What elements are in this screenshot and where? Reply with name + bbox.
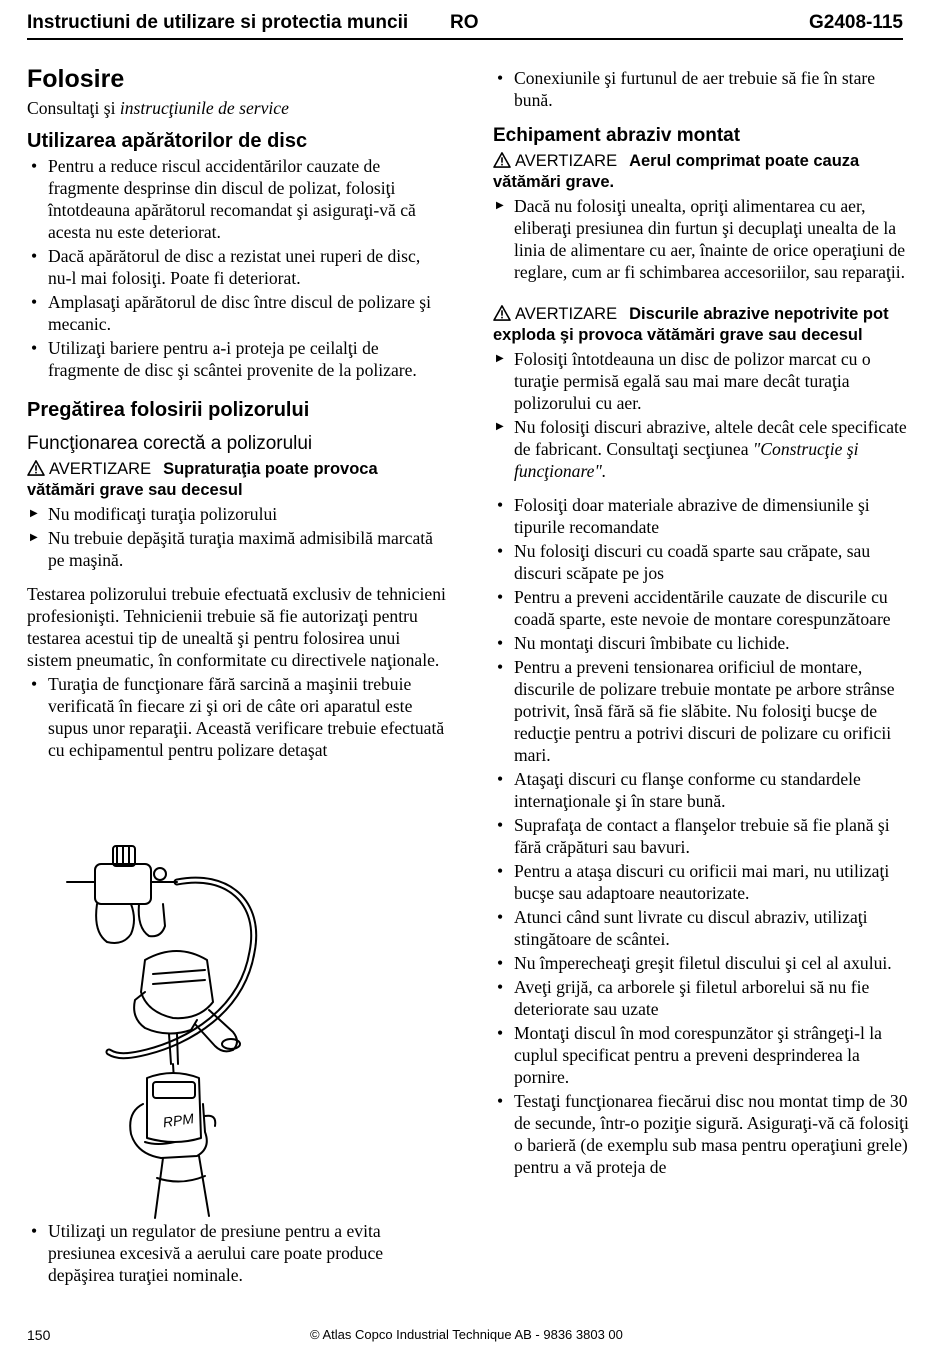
list-item: • Pentru a preveni tensionarea orificiul de montare, discurile de polizare trebuie montate pe arbore strânse potrivit, însă fără să fie slăbite. Nu folosiţi bucşe de reducţie pentru a potrivi discuri de polizare cu orificii mari.	[493, 656, 911, 766]
disc-guard-list	[27, 155, 447, 381]
speed-check-list	[27, 673, 447, 761]
header-language: RO	[450, 12, 479, 33]
list-item: ▶ Dacă nu folosiţi unealta, opriţi alimentarea cu aer, eliberaţi presiunea din furtun şi decuplaţi unealta de la linia de alimentare cu aer, înainte de orice operaţiuni de reglare, cum ar fi schimbarea accesoriilor, sau reparaţii.	[493, 195, 911, 283]
warning-text: Aerul comprimat poate cauza vătămări grave.	[493, 152, 860, 191]
list-item: • Utilizaţi un regulator de presiune pentru a evita presiunea excesivă a aerului care poate produce depăşirea turaţiei nominale.	[27, 1220, 447, 1286]
warning-abrasive-discs	[493, 304, 911, 346]
abrasive-disc-list	[493, 494, 911, 1178]
list-item: • Aveţi grijă, ca arborele şi filetul arborelui să nu fie deteriorate sau uzate	[493, 976, 911, 1020]
header-title: Instructiuni de utilizare si protectia muncii	[27, 12, 409, 33]
grinder-speed-test-illustration	[27, 842, 267, 1222]
list-item: • Pentru a preveni accidentările cauzate de discurile cu coadă sparte, este nevoie de montare corespunzătoare	[493, 586, 911, 630]
air-connection-list	[493, 67, 911, 111]
warning-label: AVERTIZARE	[49, 460, 152, 478]
list-item: ▶ Folosiţi întotdeauna un disc de polizor marcat cu o turaţie permisă egală sau mai mare decât turaţia polizorului cu aer.	[493, 348, 911, 414]
list-item: • Nu folosiţi discuri cu coadă sparte sau crăpate, sau discuri scăpate pe jos	[493, 540, 911, 584]
list-item: • Turaţia de funcţionare fără sarcină a maşinii trebuie verificată în fiecare zi şi ori de câte ori aparatul este supus unor reparaţii. Această verificare trebuie efectuată cu echipamentul pentru polizare detaşat	[27, 673, 447, 761]
page-header	[27, 10, 903, 40]
pressure-regulator-list	[27, 1220, 447, 1286]
warning-text: Discurile abrazive nepotrivite pot exploda şi provoca vătămări grave sau decesul	[493, 305, 889, 344]
list-item: • Nu montaţi discuri îmbibate cu lichide.	[493, 632, 911, 654]
warning-label: AVERTIZARE	[515, 152, 618, 170]
warning-label: AVERTIZARE	[515, 305, 618, 323]
overspeed-actions	[27, 503, 447, 571]
rpm-label: RPM	[161, 1110, 195, 1131]
section-reference: "Construcţie şi funcţionare".	[514, 439, 859, 481]
page-number: 150	[27, 1327, 51, 1343]
list-item: • Utilizaţi bariere pentru a-i proteja pe ceilalţi de fragmente de disc şi scântei provenite de la polizare.	[27, 337, 447, 381]
list-item	[493, 416, 911, 482]
list-item: • Suprafaţa de contact a flanşelor trebuie să fie plană şi fără crăpături sau bavuri.	[493, 814, 911, 858]
abrasive-disc-actions	[493, 348, 911, 482]
warning-triangle-icon	[493, 305, 511, 321]
section-title-folosire: Folosire	[27, 65, 125, 93]
list-item: ▶ Nu modificaţi turaţia polizorului	[27, 503, 447, 525]
list-item: • Amplasaţi apărătorul de disc între discul de polizare şi mecanic.	[27, 291, 447, 335]
list-item: • Testaţi funcţionarea fiecărui disc nou montat timp de 30 de secunde, într-o poziţie sigură. Asiguraţi-vă că folosiţi o barieră (de exemplu sub masa pentru operaţiuni grele) pentru a vă proteja de	[493, 1090, 911, 1178]
list-item: • Pentru a ataşa discuri cu orificii mai mari, nu utilizaţi bucşe sau adaptoare neautorizate.	[493, 860, 911, 904]
warning-text: Supraturaţia poate provoca vătămări grave sau decesul	[27, 460, 378, 499]
testing-paragraph: Testarea polizorului trebuie efectuată exclusiv de tehnicieni profesionişti. Tehnicienii trebuie să fie autorizaţi pentru testarea acestui tip de unealtă şi pentru folosirea unui sistem pneumatic, în conformitate cu directivele naţionale.	[27, 584, 446, 670]
warning-overspeed	[27, 459, 447, 501]
warning-compressed-air	[493, 151, 911, 193]
left-column	[27, 62, 447, 763]
list-item-text: Nu folosiţi discuri abrazive, altele decât cele specificate de fabricant. Consultaţi secţiunea	[514, 417, 907, 459]
intro-paragraph	[27, 97, 447, 119]
compressed-air-actions	[493, 195, 911, 283]
intro-italic-reference: instrucţiunile de service	[119, 98, 289, 118]
heading-abrasive-equipment: Echipament abraziv montat	[493, 125, 741, 146]
intro-prefix: Consultaţi şi	[27, 98, 120, 118]
list-item: • Folosiţi doar materiale abrazive de dimensiunile şi tipurile recomandate	[493, 494, 911, 538]
heading-disc-guards: Utilizarea apărătorilor de disc	[27, 130, 308, 152]
warning-triangle-icon	[27, 460, 45, 476]
header-document-code: G2408-115	[808, 12, 903, 33]
list-item: • Conexiunile şi furtunul de aer trebuie să fie în stare bună.	[493, 67, 911, 111]
list-item: ▶ Nu trebuie depăşită turaţia maximă admisibilă marcată pe maşină.	[27, 527, 447, 571]
right-column	[493, 67, 911, 1180]
footer-copyright: © Atlas Copco Industrial Technique AB - 9836 3803 00	[310, 1327, 623, 1342]
heading-grinder-preparation: Pregătirea folosirii polizorului	[27, 399, 310, 421]
warning-triangle-icon	[493, 152, 511, 168]
list-item: • Montaţi discul în mod corespunzător şi strângeţi-l la cuplul specificat pentru a preveni desprinderea la pornire.	[493, 1022, 911, 1088]
list-item: • Nu împerecheaţi greşit filetul discului şi cel al axului.	[493, 952, 911, 974]
subheading-correct-operation: Funcţionarea corectă a polizorului	[27, 433, 313, 454]
list-item: • Atunci când sunt livrate cu discul abraziv, utilizaţi stingătoare de scântei.	[493, 906, 911, 950]
list-item: • Pentru a reduce riscul accidentărilor cauzate de fragmente desprinse din discul de polizat, folosiţi întotdeauna apărătorul recomandat şi asiguraţi-vă că acesta nu este deteriorat.	[27, 155, 447, 243]
list-item: • Dacă apărătorul de disc a rezistat unei ruperi de disc, nu-l mai folosiţi. Poate fi deteriorat.	[27, 245, 447, 289]
list-item: • Ataşaţi discuri cu flanşe conforme cu standardele internaţionale şi în stare bună.	[493, 768, 911, 812]
left-column-bottom	[27, 1220, 447, 1288]
